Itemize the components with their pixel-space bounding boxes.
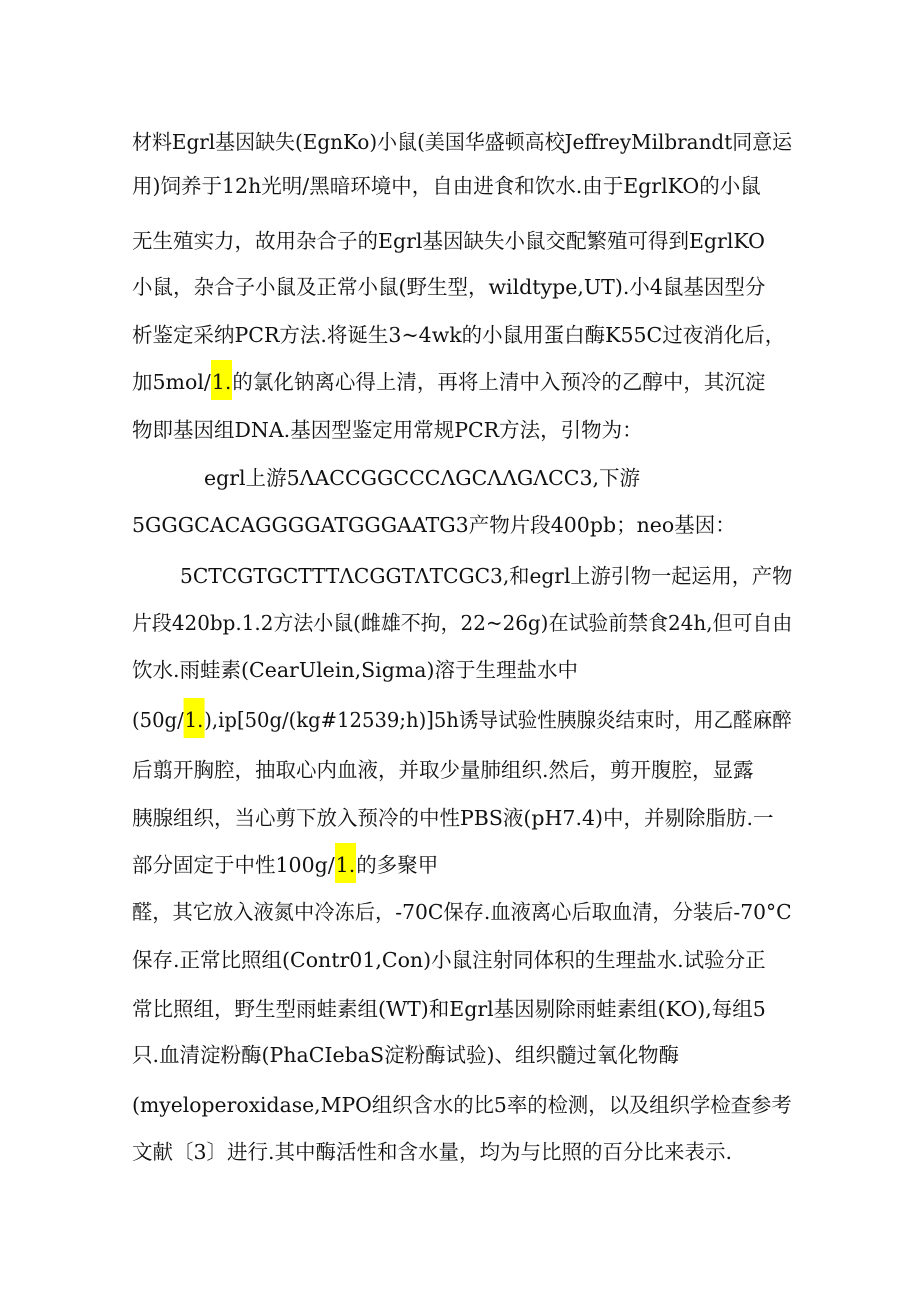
- text-segment: 部分固定于中性100g/: [132, 853, 335, 877]
- text-line-18: 保存.正常比照组(Contr01,Con)小鼠注射同体积的生理盐水.试验分正: [132, 948, 766, 972]
- highlighted-text: 1.: [184, 698, 205, 738]
- text-line-8: egrl上游5ΛACCGGCCCΛGCΛΛGΛCC3,下游: [204, 466, 641, 490]
- text-line-13: [132, 708, 792, 732]
- text-line-5: 析鉴定采纳PCR方法.将诞生3~4wk的小鼠用蛋白酶K55C过夜消化后，: [132, 323, 786, 347]
- text-segment: 的氯化钠离心得上清，再将上清中入预冷的乙醇中，其沉淀: [232, 370, 766, 394]
- text-line-22: 文献〔3〕进行.其中酶活性和含水量，均为与比照的百分比来表示.: [132, 1140, 733, 1164]
- highlighted-text: 1.: [335, 843, 357, 883]
- text-line-20: 只.血清淀粉酶(PhaCIebaS淀粉酶试验)、组织髓过氧化物酶: [132, 1043, 680, 1067]
- text-line-1: 材料Egrl基因缺失(EgnKo)小鼠(美国华盛顿高校JeffreyMilbrandt同意运: [132, 130, 793, 154]
- text-line-11: 片段420bp.1.2方法小鼠(雌雄不拘，22~26g)在试验前禁食24h,但可自由: [132, 611, 793, 635]
- text-line-9: 5GGGCACAGGGGATGGGAATG3产物片段400pb；neo基因：: [132, 513, 736, 537]
- text-segment: ),ip[50g/(kg#12539;h)]5h诱导试验性胰腺炎结束时，用乙醛麻醉: [204, 708, 792, 732]
- text-line-12: 饮水.雨蛙素(CearUlein,Sigma)溶于生理盐水中: [132, 658, 578, 682]
- text-line-2: 用)饲养于12h光明/黑暗环境中，自由进食和饮水.由于EgrlKO的小鼠: [132, 174, 761, 198]
- text-line-15: 胰腺组织，当心剪下放入预冷的中性PBS液(pH7.4)中，并剔除脂肪.一: [132, 806, 774, 830]
- text-line-17: 醛，其它放入液氮中冷冻后，-70C保存.血液离心后取血清，分装后-70°C: [132, 900, 792, 924]
- text-line-4: 小鼠，杂合子小鼠及正常小鼠(野生型，wildtype,UT).小4鼠基因型分: [132, 275, 766, 299]
- text-line-19: 常比照组，野生型雨蛙素组(WT)和Egrl基因剔除雨蛙素组(KO),每组5: [132, 997, 766, 1021]
- text-line-7: 物即基因组DNA.基因型鉴定用常规PCR方法，引物为：: [132, 418, 643, 442]
- text-line-3: 无生殖实力，故用杂合子的Egrl基因缺失小鼠交配繁殖可得到EgrlKO: [132, 229, 765, 253]
- text-line-14: 后翦开胸腔，抽取心内血液，并取少量肺组织.然后，剪开腹腔，显露: [132, 758, 754, 782]
- text-segment: (50g/: [132, 708, 184, 732]
- text-line-10: 5CTCGTGCTTTΛCGGTΛTCGC3,和egrl上游引物一起运用，产物: [180, 564, 793, 588]
- text-line-6: [132, 370, 765, 394]
- text-line-16: [132, 853, 438, 877]
- text-segment: 的多聚甲: [356, 853, 439, 877]
- text-line-21: (myeloperoxidase,MPO组织含水的比5率的检测，以及组织学检查参考: [132, 1093, 792, 1117]
- text-segment: 加5mol/: [132, 370, 211, 394]
- highlighted-text: 1.: [211, 360, 233, 400]
